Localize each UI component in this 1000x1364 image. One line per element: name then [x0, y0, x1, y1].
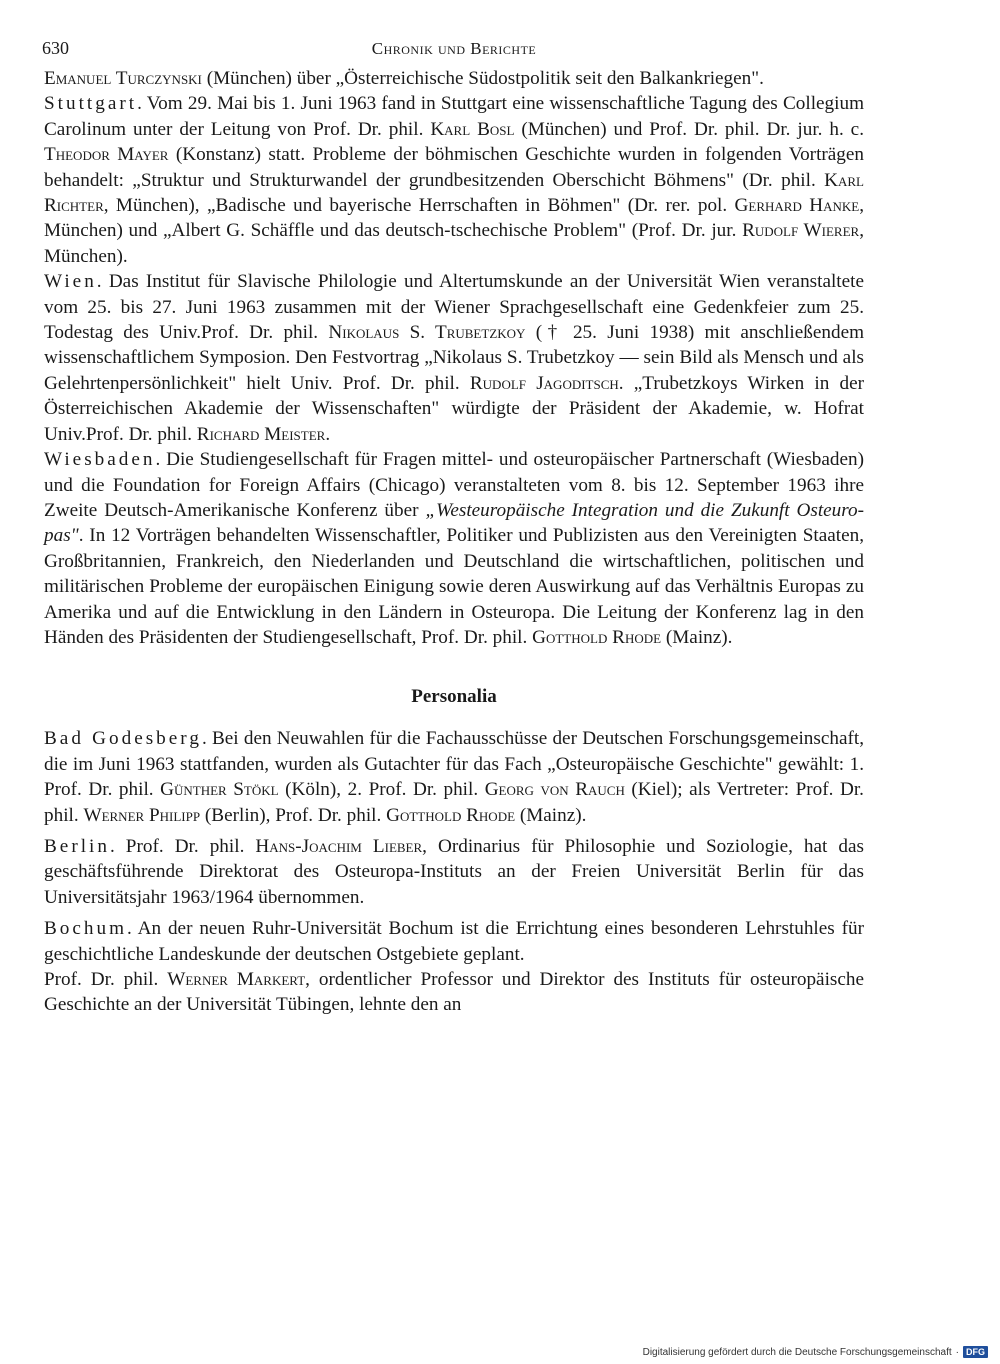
paragraph-text: . An der neuen Ruhr-Universität Bochum ist die Errichtung eines besonderen Lehrstuhles für geschichtliche Landeskunde der deutschen Ostgebiete geplant.: [44, 918, 864, 965]
paragraph-bad-godesberg: [44, 726, 864, 828]
paragraph-text: . „Trubetzkoys Wirken in der Österreichischen Akademie der Wissenschaften" würdigte der Präsident der Akademie, w. Hofrat Univ.Prof. Dr. phil.: [44, 372, 864, 445]
paragraph-turczynski: [44, 66, 864, 91]
place-name: Wien: [44, 271, 97, 293]
paragraph-text: . Prof. Dr. phil.: [109, 835, 256, 857]
paragraph-berlin: [44, 834, 864, 910]
person-name: Theodor Mayer: [44, 144, 169, 166]
person-name: Karl Richter: [44, 169, 864, 217]
italic-title: „Westeuropäische Integration und die Zukunft Osteuropas": [44, 499, 865, 547]
paragraph-stuttgart: [44, 91, 864, 269]
paragraph-text: (Kiel); als Vertreter: Prof. Dr. phil.: [44, 779, 864, 826]
place-name: Bad Godesberg: [44, 728, 202, 750]
footer-text: Digitalisierung gefördert durch die Deutsche Forschungsgemeinschaft: [642, 1346, 952, 1358]
paragraph-text: .: [325, 423, 331, 445]
running-title: Chronik und Berichte: [371, 39, 537, 58]
paragraph-text: (Köln), 2. Prof. Dr. phil.: [278, 779, 485, 801]
person-name: Gotthold Rhode: [386, 804, 516, 826]
paragraph-text: , München) und „Albert G. Schäffle und das deutsch-tschechische Problem" (Prof. Dr. jur.: [44, 195, 864, 242]
place-name: Wiesbaden: [44, 449, 156, 471]
paragraph-text: . Das Institut für Slavische Philologie und Altertumskunde an der Universität Wien veranstaltete vom 25. bis 27. Juni 1963 zusammen mit der Wiener Sprachgesellschaft eine Gedenkfeier zum 25. Todestag des Univ.Prof. Dr. phil.: [44, 271, 864, 344]
person-name: Nikolaus S. Trubetzkoy: [328, 322, 526, 344]
person-name: Günther Stökl: [160, 779, 279, 801]
paragraph-wiesbaden: [44, 447, 864, 650]
page-number: 630: [42, 38, 69, 58]
paragraph-text: , München).: [44, 220, 864, 267]
paragraph-text: (Mainz).: [515, 804, 587, 826]
place-name: Berlin: [44, 835, 110, 857]
digitization-footer: [643, 1346, 988, 1358]
paragraph-text: . Bei den Neuwahlen für die Fachausschüsse der Deutschen Forschungsgemeinschaft, die im Juni 1963 stattfanden, wurden als Gutachter für das Fach „Osteuropäische Geschichte" gewählt: 1. Prof. Dr. phil.: [44, 728, 864, 801]
place-name: Stuttgart: [44, 93, 138, 115]
person-name: Werner Markert: [167, 969, 306, 990]
paragraph-wien: [44, 269, 864, 447]
person-name: Gotthold Rhode: [532, 626, 662, 648]
person-name: Rudolf Wierer: [742, 220, 860, 242]
paragraph-text: (München) und Prof. Dr. phil. Dr. jur. h. c.: [514, 118, 864, 140]
paragraph-text: , Ordinarius für Philosophie und Soziologie, hat das geschäftsführende Direktorat des Osteuropa-Instituts an der Freien Universität Berlin für das Universitätsjahr 1963/1964 übernommen.: [44, 835, 864, 908]
paragraph-bochum: [44, 916, 864, 967]
section-heading-personalia: Personalia: [411, 686, 497, 708]
person-name: Georg von Rauch: [484, 779, 625, 801]
person-name: Werner Philipp: [83, 804, 201, 826]
place-name: Bochum: [44, 918, 128, 940]
paragraph-text: (Konstanz) statt. Probleme der böhmischen Geschichte wurden in folgenden Vorträgen behandelt: „Struktur und Strukturwandel der grundbesitzenden Oberschicht Böhmens" (Dr. phil.: [44, 144, 865, 191]
paragraph-text: , ordentlicher Professor und Direktor des Instituts für osteuropäische Geschichte an der Universität Tübingen, lehnte den an: [44, 969, 864, 1016]
person-name: Karl Bosl: [430, 118, 515, 140]
person-name: Richard Meister: [196, 423, 326, 445]
paragraph-text: . Die Studiengesellschaft für Fragen mittel- und osteuropäischer Partnerschaft (Wiesbaden) und die Foundation for Foreign Affairs (Chicago) veranstalteten vom 8. bis 12. September 1963 ihre Zweite Deutsch-Amerikanische Konferenz über: [44, 449, 864, 521]
paragraph-text: (Mainz).: [661, 626, 733, 648]
paragraph-text: . In 12 Vorträgen behandelten Wissenschaftler, Politiker und Publizisten aus den Vereinigten Staaten, Großbritannien, Frankreich, den Niederlanden und Deutschland die wirtschaftlichen, politischen und militärischen Probleme der europäischen Einigung sowie deren Auswirkung auf das Verhältnis Europas zu Amerika und auf die Entwicklung in den Ländern in Osteuropa. Die Leitung der Konferenz lag in den Händen des Präsidenten der Studiengesellschaft, Prof. Dr. phil.: [44, 525, 864, 648]
paragraph-text: . Vom 29. Mai bis 1. Juni 1963 fand in Stuttgart eine wissenschaftliche Tagung des Collegium Carolinum unter der Leitung von Prof. Dr. phil.: [44, 93, 864, 140]
footer-separator: ·: [955, 1346, 959, 1358]
paragraph-text: († 25. Juni 1938) mit anschließendem wissenschaftlichem Symposion. Den Festvortrag „Nikolaus S. Trubetzkoy — sein Bild als Mensch und als Gelehrtenpersönlichkeit" hielt Univ. Prof. Dr. phil.: [44, 322, 865, 394]
running-head: [44, 36, 864, 66]
paragraph-text: (Berlin), Prof. Dr. phil.: [200, 804, 387, 826]
paragraph-text: Prof. Dr. phil.: [44, 969, 168, 990]
person-name: Emanuel Turczynski: [44, 68, 202, 89]
paragraph-markert: [44, 967, 864, 1018]
paragraph-text: (München) über „Österreichische Südostpolitik seit den Balkankriegen".: [201, 68, 764, 89]
document-page: [44, 36, 864, 1018]
person-name: Hans-Joachim Lieber: [255, 835, 423, 857]
paragraph-text: , München), „Badische und bayerische Herrschaften in Böhmen" (Dr. rer. pol.: [103, 195, 735, 217]
dfg-logo-icon: DFG: [963, 1346, 988, 1358]
person-name: Gerhard Hanke: [734, 195, 860, 217]
person-name: Rudolf Jagoditsch: [469, 372, 619, 394]
